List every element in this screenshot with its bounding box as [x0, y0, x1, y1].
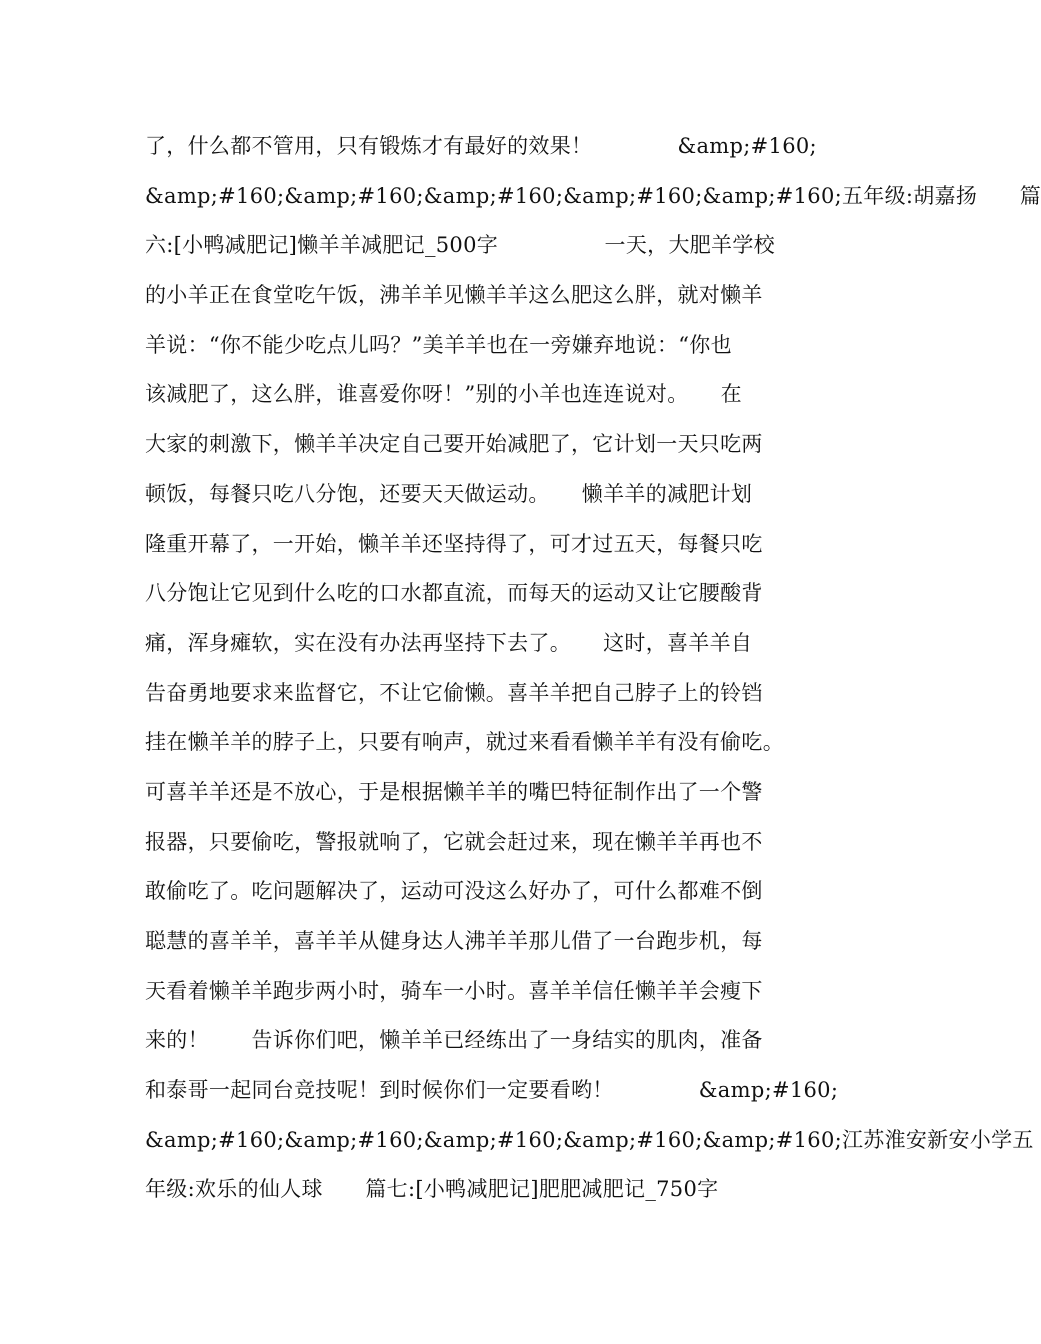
- text-line: &amp;#160;&amp;#160;&amp;#160;&amp;#160;&amp;#160;江苏淮安新安小学五: [145, 1127, 1034, 1152]
- text-line: 八分饱让它见到什么吃的口水都直流，而每天的运动又让它腰酸背: [145, 581, 763, 606]
- text-line: 六:[小鸭减肥记]懒羊羊减肥记_500字 一天，大肥羊学校: [145, 233, 775, 258]
- text-line: 来的！ 告诉你们吧，懒羊羊已经练出了一身结实的肌肉，准备: [145, 1028, 763, 1053]
- text-line: 天看着懒羊羊跑步两小时，骑车一小时。喜羊羊信任懒羊羊会瘦下: [145, 978, 763, 1003]
- text-line: 羊说：“你不能少吃点儿吗？”美羊羊也在一旁嫌弃地说：“你也: [145, 332, 732, 357]
- text-line: 痛，浑身瘫软，实在没有办法再坚持下去了。 这时，喜羊羊自: [145, 630, 753, 655]
- text-line: 年级:欢乐的仙人球 篇七:[小鸭减肥记]肥肥减肥记_750字: [145, 1177, 719, 1202]
- text-line: 报器，只要偷吃，警报就响了，它就会赶过来，现在懒羊羊再也不: [145, 829, 763, 854]
- text-line: 聪慧的喜羊羊，喜羊羊从健身达人沸羊羊那儿借了一台跑步机，每: [145, 929, 763, 953]
- text-line: 了，什么都不管用，只有锻炼才有最好的效果！ &amp;#160;: [145, 134, 817, 158]
- text-line: &amp;#160;&amp;#160;&amp;#160;&amp;#160;&amp;#160;五年级:胡嘉扬 篇: [145, 183, 1041, 208]
- text-line: 挂在懒羊羊的脖子上，只要有响声，就过来看看懒羊羊有没有偷吃。: [145, 730, 784, 755]
- text-line: 顿饭，每餐只吃八分饱，还要天天做运动。 懒羊羊的减肥计划: [145, 481, 753, 506]
- text-line: 该减肥了，这么胖，谁喜爱你呀！”别的小羊也连连说对。 在: [145, 382, 742, 407]
- body-text: [145, 131, 1041, 1224]
- text-line: 告奋勇地要求来监督它，不让它偷懒。喜羊羊把自己脖子上的铃铛: [145, 680, 763, 705]
- text-line: 和泰哥一起同台竞技呢！到时候你们一定要看哟！ &amp;#160;: [145, 1078, 839, 1103]
- text-line: 隆重开幕了，一开始，懒羊羊还坚持得了，可才过五天，每餐只吃: [145, 531, 763, 556]
- text-line: 大家的刺激下，懒羊羊决定自己要开始减肥了，它计划一天只吃两: [145, 432, 763, 457]
- text-line: 可喜羊羊还是不放心，于是根据懒羊羊的嘴巴特征制作出了一个警: [145, 779, 763, 804]
- text-line: 的小羊正在食堂吃午饭，沸羊羊见懒羊羊这么肥这么胖，就对懒羊: [145, 283, 763, 308]
- text-line: 敢偷吃了。吃问题解决了，运动可没这么好办了，可什么都难不倒: [145, 879, 763, 904]
